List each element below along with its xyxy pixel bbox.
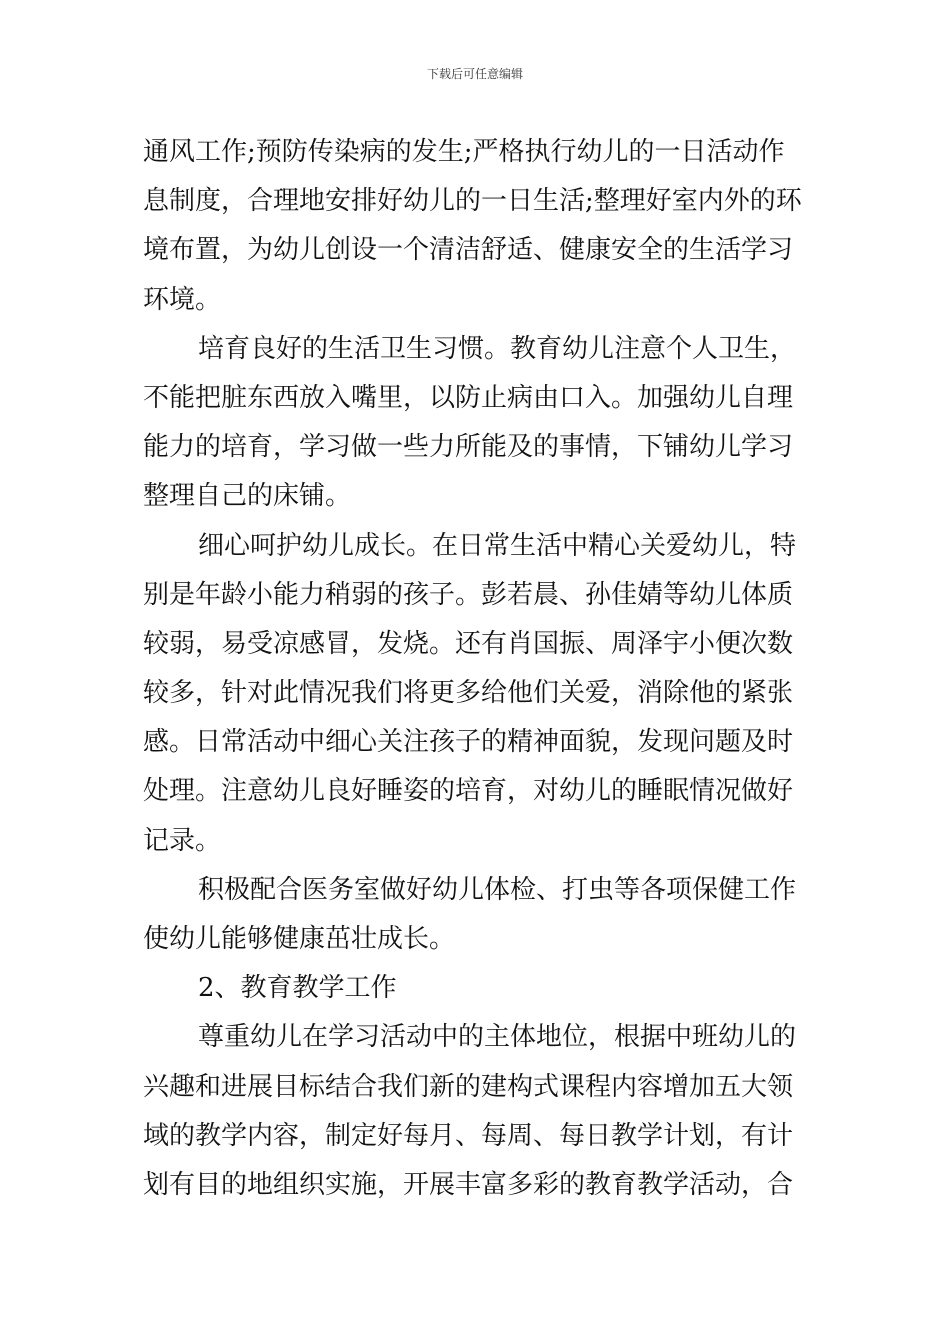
text-line: 兴趣和进展目标结合我们新的建构式课程内容增加五大领 [143,1071,794,1102]
text-line: 较弱，易受凉感冒，发烧。还有肖国振、周泽宇小便次数 [143,628,794,659]
text-line: 记录。 [143,825,222,856]
text-line: 息制度，合理地安排好幼儿的一日生活;整理好室内外的环 [143,186,802,217]
text-line: 别是年龄小能力稍弱的孩子。彭若晨、孙佳婧等幼儿体质 [143,579,794,610]
text-line: 能力的培育，学习做一些力所能及的事情，下铺幼儿学习 [143,432,794,463]
text-line: 尊重幼儿在学习活动中的主体地位，根据中班幼儿的 [198,1022,797,1053]
text-line: 积极配合医务室做好幼儿体检、打虫等各项保健工作 [198,874,797,905]
text-line: 境布置，为幼儿创设一个清洁舒适、健康安全的生活学习 [143,235,794,266]
text-line: 较多，针对此情况我们将更多给他们关爱，消除他的紧张 [143,678,794,709]
text-line: 细心呵护幼儿成长。在日常生活中精心关爱幼儿，特 [198,530,797,561]
text-line: 整理自己的床铺。 [143,481,352,512]
text-line: 划有目的地组织实施，开展丰富多彩的教育教学活动，合 [143,1169,794,1200]
text-line: 环境。 [143,284,222,315]
text-line: 处理。注意幼儿良好睡姿的培育，对幼儿的睡眠情况做好 [143,776,794,807]
document-body [143,128,809,1210]
section-heading: 2、教育教学工作 [198,973,397,1004]
text-line: 使幼儿能够健康茁壮成长。 [143,924,456,954]
text-line: 培育良好的生活卫生习惯。教育幼儿注意个人卫生， [198,333,797,364]
text-line: 不能把脏东西放入嘴里，以防止病由口入。加强幼儿自理 [143,382,794,413]
page-header: 下载后可任意编辑 [426,67,523,81]
text-line: 感。日常活动中细心关注孩子的精神面貌，发现问题及时 [143,727,794,758]
text-line: 通风工作;预防传染病的发生;严格执行幼儿的一日活动作 [143,137,785,167]
text-line: 域的教学内容，制定好每月、每周、每日教学计划，有计 [143,1120,794,1151]
